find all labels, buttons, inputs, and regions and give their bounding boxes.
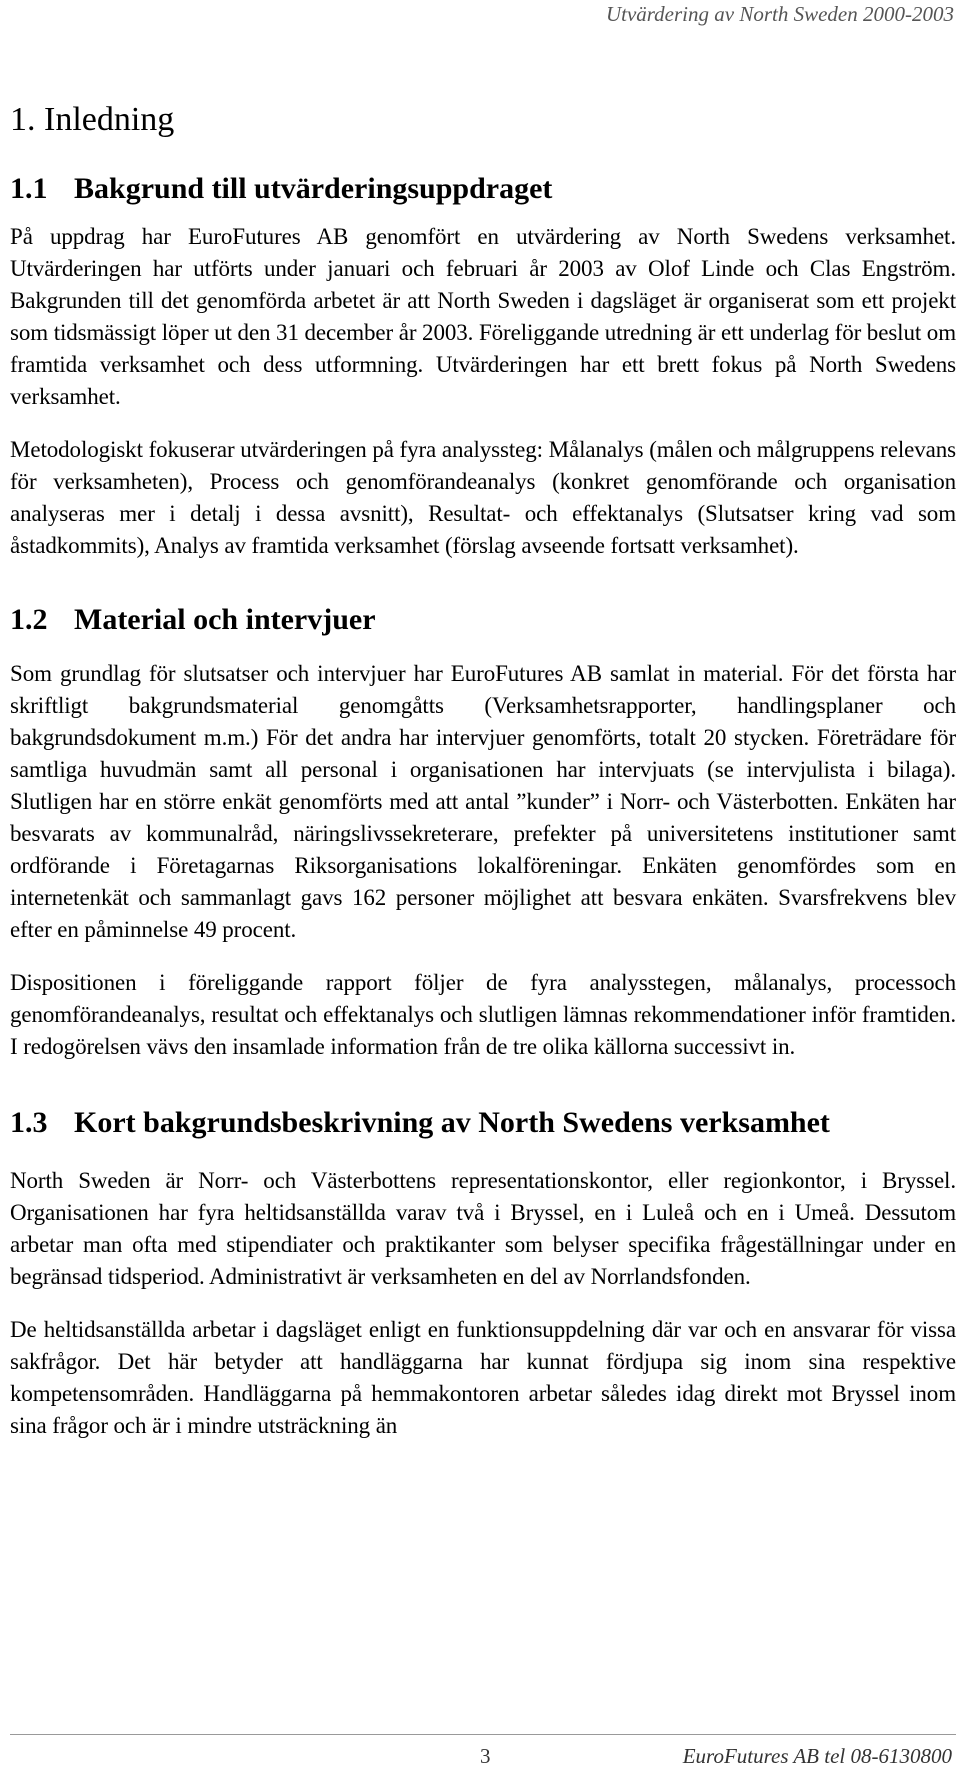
- page-number: 3: [480, 1744, 491, 1768]
- section-number: 1.1: [10, 171, 48, 205]
- section-title: Bakgrund till utvärderingsuppdraget: [74, 171, 553, 205]
- paragraph: Dispositionen i föreliggande rapport följer de fyra analysstegen, målanalys, processoch genomförandeanalys, resultat och effektanalys och slutligen lämnas rekommendationer inför framtiden. I redogörelsen vävs den insamlade information från de tre olika källorna successivt in.: [10, 969, 956, 1059]
- section-title: Material och intervjuer: [74, 602, 376, 636]
- section-heading-1-3: [10, 1105, 956, 1141]
- footer-divider: [10, 1734, 956, 1735]
- paragraph: North Sweden är Norr- och Västerbottens representationskontor, eller regionkontor, i Bryssel. Organisationen har fyra heltidsanställda varav två i Bryssel, en i Luleå och en i Umeå. Dessutom arbetar man ofta med stipendiater och praktikanter som belyser specifika frågeställningar under en begränsad tidsperiod. Administrativt är verksamheten en del av Norrlandsfonden.: [10, 1167, 956, 1289]
- document-body: [10, 100, 956, 1442]
- section-heading-1-1: [10, 171, 956, 207]
- section-number: 1.3: [10, 1105, 48, 1139]
- footer-company: EuroFutures AB tel 08-6130800: [682, 1744, 952, 1768]
- section-heading-1-2: [10, 602, 956, 638]
- section-title: Kort bakgrundsbeskrivning av North Swedens verksamhet: [74, 1105, 830, 1139]
- paragraph: De heltidsanställda arbetar i dagsläget enligt en funktionsuppdelning där var och en ansvarar för vissa sakfrågor. Det här betyder att handläggarna har kunnat fördjupa sig inom sina respektive kompetensområden. Handläggarna på hemmakontoren arbetar således idag direkt mot Bryssel inom sina frågor och är i mindre utsträckning än: [10, 1316, 956, 1438]
- paragraph: Som grundlag för slutsatser och intervjuer har EuroFutures AB samlat in material. För det första har skriftligt bakgrundsmaterial genomgåtts (Verksamhetsrapporter, handlingsplaner och bakgrundsdokument m.m.) För det andra har intervjuer genomförts, totalt 20 stycken. Företrädare för samtliga huvudmän samt all personal i organisationen har intervjuats (se intervjulista i bilaga). Slutligen har en större enkät genomförts med att antal ”kunder” i Norr- och Västerbotten. Enkäten har besvarats av kommunalråd, näringslivssekreterare, prefekter på universitetens institutioner samt ordförande i Företagarnas Riksorganisations lokalföreningar. Enkäten genomfördes som en internetenkät och sammanlagt gavs 162 personer möjlighet att besvara enkäten. Svarsfrekvens blev efter en påminnelse 49 procent.: [10, 660, 956, 942]
- section-number: 1.2: [10, 602, 48, 636]
- paragraph: Metodologiskt fokuserar utvärderingen på fyra analyssteg: Målanalys (målen och målgruppens relevans för verksamheten), Process och genomförandeanalys (konkret genomförande och organisation analyseras mer i detalj i dessa avsnitt), Resultat- och effektanalys (Slutsatser kring vad som åstadkommits), Analys av framtida verksamhet (förslag avseende fortsatt verksamhet).: [10, 436, 956, 558]
- running-header: Utvärdering av North Sweden 2000-2003: [605, 2, 954, 26]
- chapter-title: 1. Inledning: [10, 101, 175, 138]
- paragraph: På uppdrag har EuroFutures AB genomfört en utvärdering av North Swedens verksamhet. Utvärderingen har utförts under januari och februari år 2003 av Olof Linde och Clas Engström. Bakgrunden till det genomförda arbetet är att North Sweden i dagsläget är organiserat som ett projekt som tidsmässigt löper ut den 31 december år 2003. Föreliggande utredning är ett underlag för beslut om framtida verksamhet och dess utformning. Utvärderingen har ett brett fokus på North Swedens verksamhet.: [10, 223, 956, 409]
